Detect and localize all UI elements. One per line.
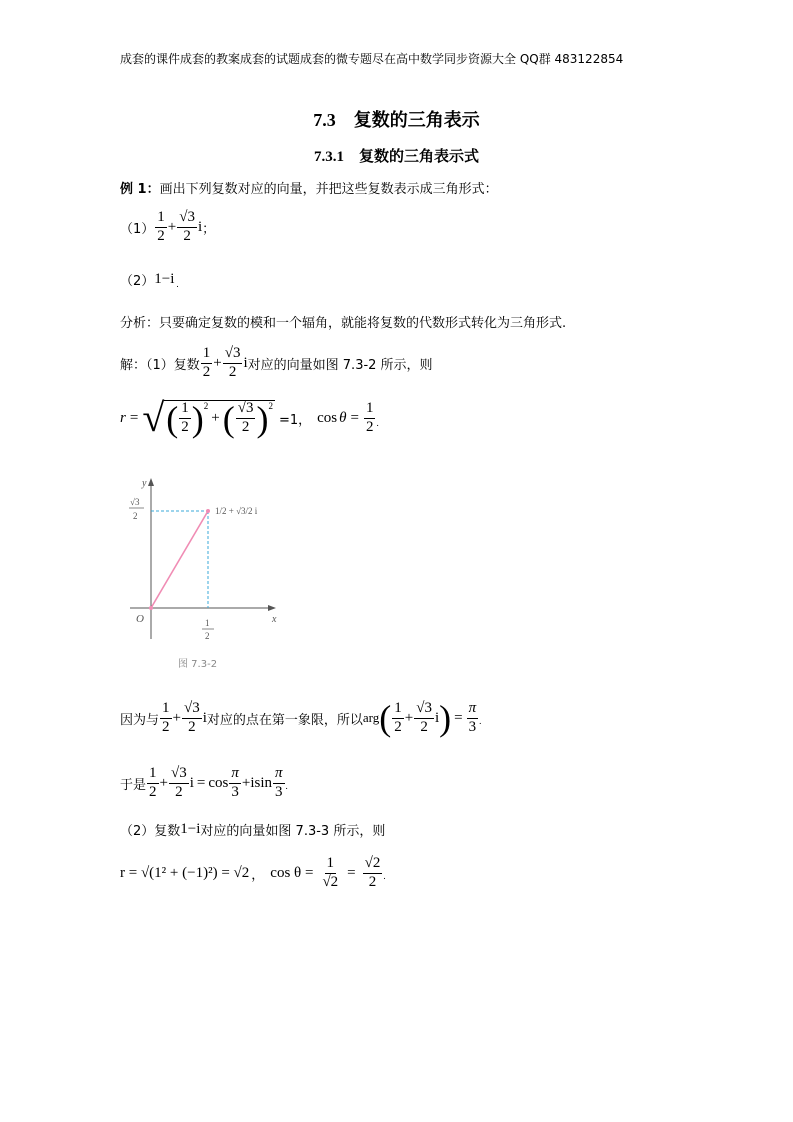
den: 3 xyxy=(231,783,239,800)
period: . xyxy=(376,418,379,428)
quadrant-mid: 对应的点在第一象限，所以 xyxy=(206,712,363,728)
den: 2 xyxy=(175,783,183,800)
den: 2 xyxy=(368,873,377,890)
num: √3 xyxy=(182,701,202,719)
num: π xyxy=(467,701,479,719)
den: 2 xyxy=(228,363,237,380)
theta-symbol: θ xyxy=(339,409,347,426)
den: 3 xyxy=(275,783,283,800)
num: 1 xyxy=(364,401,376,419)
imag-unit: i xyxy=(197,218,203,235)
imag-unit: i xyxy=(202,709,207,726)
num: 1 xyxy=(160,701,172,719)
den: 2 xyxy=(365,418,374,435)
example-prompt xyxy=(120,178,498,197)
paren: ) xyxy=(256,398,269,439)
den: 2 xyxy=(157,227,165,244)
origin-point xyxy=(149,606,153,610)
fraction-half xyxy=(155,210,167,245)
fraction-sqrt3-half xyxy=(182,701,202,736)
fraction-half xyxy=(201,346,213,381)
cos-label: cos xyxy=(317,409,338,426)
fraction-sqrt3-half xyxy=(169,766,189,801)
den: 2 xyxy=(162,718,170,735)
plus-sign: + xyxy=(213,354,222,371)
fraction-half xyxy=(160,701,172,736)
num: 1 xyxy=(392,701,404,719)
isin-label: isin xyxy=(250,774,273,791)
section-title: 7.3 复数的三角表示 xyxy=(313,110,480,130)
exponent: 2 xyxy=(268,400,273,411)
num: √3 xyxy=(169,766,189,784)
fraction-sqrt3-half xyxy=(177,210,197,245)
plus-sign: + xyxy=(167,218,177,235)
den: 2 xyxy=(149,783,157,800)
num: √3 xyxy=(414,701,434,719)
item-2-label: （2） xyxy=(120,274,155,289)
paren: ( xyxy=(166,398,179,439)
num: 1 xyxy=(147,766,159,784)
example-item-1 xyxy=(120,210,215,245)
num: √3 xyxy=(223,346,243,364)
analysis-text: 分析：只要确定复数的模和一个辐角，就能将复数的代数形式转化为三角形式. xyxy=(120,316,567,331)
equals-sign: = xyxy=(196,774,206,791)
equals-sign: = xyxy=(350,409,359,426)
den: 2 xyxy=(394,718,402,735)
plus-sign: + xyxy=(211,410,220,426)
plus-sign: + xyxy=(241,774,251,791)
item-1-label: （1） xyxy=(120,221,155,237)
fraction-sqrt2-half xyxy=(363,855,386,891)
tick-y-num: √3 xyxy=(130,497,140,507)
part-2-expr: 1−i xyxy=(180,821,201,837)
equals-sign: = xyxy=(347,864,356,881)
num: π xyxy=(229,766,241,784)
modulus-formula xyxy=(120,395,379,440)
y-axis-arrow xyxy=(148,478,154,486)
fraction-sqrt3-half xyxy=(223,346,243,381)
vector-endpoint xyxy=(206,509,210,513)
example-prompt-text: 画出下列复数对应的向量，并把这些复数表示成三角形式： xyxy=(159,182,498,197)
equals-sign: = xyxy=(129,409,139,426)
solution-intro xyxy=(120,346,433,381)
num: √3 xyxy=(177,210,197,228)
figure-complex-plane xyxy=(120,474,300,674)
fraction-half xyxy=(392,701,404,736)
result-line-1 xyxy=(120,766,288,801)
quadrant-line xyxy=(120,700,481,736)
tick-x-den: 2 xyxy=(205,631,210,641)
den: √2 xyxy=(322,873,339,890)
plus-sign: + xyxy=(404,709,414,726)
fraction-pi-third xyxy=(467,699,482,736)
num: √3 xyxy=(236,401,256,419)
modulus-formula-2 xyxy=(120,856,386,891)
den: 2 xyxy=(241,419,250,435)
paren: ( xyxy=(379,698,392,738)
period: . xyxy=(285,780,288,791)
num: 1 xyxy=(155,210,167,228)
den: 2 xyxy=(183,227,191,244)
num: 1 xyxy=(325,856,337,874)
modulus-expr-2: r = √(1² + (−1)²) = √2 xyxy=(120,864,250,881)
fraction-pi-third xyxy=(273,766,285,801)
modulus-result: =1， xyxy=(278,412,312,428)
separator: ， xyxy=(251,867,265,883)
fraction-sqrt3-half xyxy=(414,701,434,736)
arg-label: arg xyxy=(362,710,380,725)
sqrt-symbol: √ xyxy=(142,395,165,440)
fraction-half xyxy=(364,399,379,436)
den: 3 xyxy=(468,718,477,735)
example-label: 例 1： xyxy=(120,182,160,197)
fraction-half xyxy=(147,766,159,801)
fraction-pi-third xyxy=(229,766,241,801)
num: 1 xyxy=(179,401,191,419)
paren: ) xyxy=(191,398,204,439)
item-2-tail: . xyxy=(176,279,179,289)
fraction-sqrt3-half xyxy=(236,401,256,436)
den: 2 xyxy=(202,363,211,380)
item-2-expr: 1−i xyxy=(154,271,175,287)
fraction-half xyxy=(179,401,191,436)
so-prefix: 于是 xyxy=(120,777,147,793)
x-axis-arrow xyxy=(268,605,276,611)
paren: ( xyxy=(222,398,235,439)
imag-unit: i xyxy=(434,709,440,726)
x-axis-label: x xyxy=(272,614,277,625)
cos-theta-label: cos θ = xyxy=(270,864,314,881)
solution-part-2 xyxy=(120,820,385,839)
vector xyxy=(151,511,208,608)
sqrt-radicand xyxy=(164,400,275,437)
imag-unit: i xyxy=(189,774,194,791)
period: . xyxy=(383,870,386,881)
y-axis-label: y xyxy=(142,478,147,489)
fraction-one-sqrt2 xyxy=(320,856,340,891)
plus-sign: + xyxy=(172,709,181,726)
item-1-tail: ； xyxy=(202,221,216,237)
cos-label: cos xyxy=(208,774,229,791)
den: 2 xyxy=(188,718,196,735)
r-symbol: r xyxy=(120,409,126,426)
den: 2 xyxy=(181,419,189,435)
plus-sign: + xyxy=(159,774,168,791)
header-text: 成套的课件成套的教案成套的试题成套的微专题尽在高中数学同步资源大全 QQ群 483122854 xyxy=(120,52,624,66)
tick-x-num: 1 xyxy=(205,618,210,628)
paren: ) xyxy=(439,698,452,738)
part-2-tail: 对应的向量如图 7.3-3 所示，则 xyxy=(200,824,386,839)
equals-sign: = xyxy=(454,709,463,726)
subsection-title: 7.3.1 复数的三角表示式 xyxy=(313,149,479,165)
point-label: 1/2 + √3/2 i xyxy=(215,506,258,516)
imag-unit: i xyxy=(243,354,248,371)
tick-y-den: 2 xyxy=(133,511,138,521)
den: 2 xyxy=(420,718,428,735)
quadrant-prefix: 因为与 xyxy=(120,712,160,728)
period: . xyxy=(479,716,482,726)
num: 1 xyxy=(201,346,213,364)
figure-caption: 图 7.3-2 xyxy=(178,659,218,670)
part-2-prefix: （2）复数 xyxy=(120,824,181,839)
exponent: 2 xyxy=(203,400,209,411)
origin-label: O xyxy=(136,613,144,625)
num: √2 xyxy=(363,856,383,874)
solution-intro-label: 解：（1）复数 xyxy=(120,357,200,373)
solution-intro-tail: 对应的向量如图 7.3-2 所示，则 xyxy=(247,357,433,373)
num: π xyxy=(273,766,285,784)
example-item-2 xyxy=(120,270,179,289)
